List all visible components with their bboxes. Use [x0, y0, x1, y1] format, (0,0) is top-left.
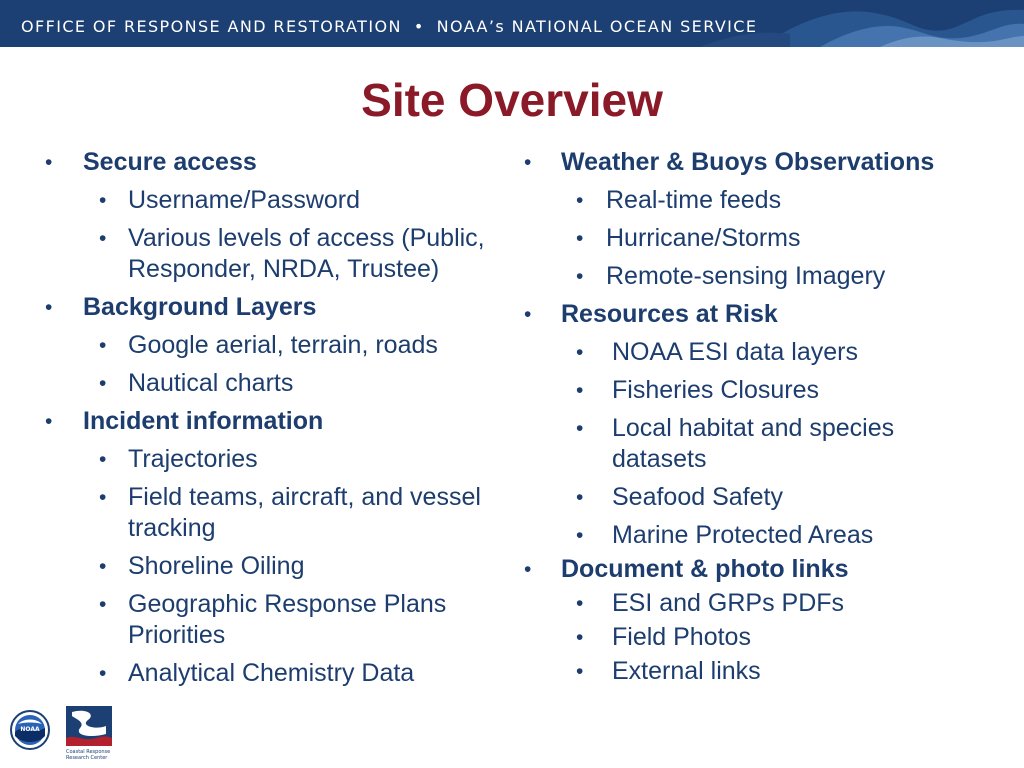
list-item: • Field teams, aircraft, and vessel tracking	[99, 483, 481, 542]
section-heading: • Resources at Risk	[524, 300, 778, 328]
list-item: • Seafood Safety	[576, 483, 783, 511]
list-item: • Fisheries Closures	[576, 376, 820, 404]
list-item: • Local habitat and species datasets	[576, 414, 895, 473]
banner-service: NOAA’s NATIONAL OCEAN SERVICE	[436, 17, 758, 36]
list-item: • Remote-sensing Imagery	[576, 262, 886, 290]
left-column	[42, 140, 492, 689]
list-item: • ESI and GRPs PDFs	[576, 589, 845, 617]
crrc-logo	[66, 706, 112, 762]
list-item: • Analytical Chemistry Data	[99, 659, 415, 687]
svg-text:Research Center: Research Center	[66, 755, 108, 761]
header-banner	[0, 0, 1024, 47]
section-heading: • Secure access	[45, 148, 257, 176]
section-heading: • Background Layers	[45, 293, 317, 321]
list-item: • NOAA ESI data layers	[576, 338, 858, 366]
list-item: • Google aerial, terrain, roads	[99, 331, 438, 359]
banner-office: OFFICE OF RESPONSE AND RESTORATION	[21, 17, 402, 36]
section-heading: • Document & photo links	[524, 555, 849, 583]
page-title: Site Overview	[361, 74, 663, 126]
section-heading: • Weather & Buoys Observations	[524, 148, 935, 176]
noaa-logo	[10, 710, 50, 750]
banner-separator: •	[413, 17, 425, 36]
list-item: • Field Photos	[576, 623, 751, 651]
banner-text	[21, 17, 757, 36]
crrc-caption: Coastal Response	[66, 749, 111, 755]
right-column	[521, 140, 961, 687]
list-item: • Trajectories	[99, 445, 258, 473]
list-item: • Nautical charts	[99, 369, 294, 397]
list-item: • External links	[576, 657, 761, 685]
list-item: • Hurricane/Storms	[576, 224, 801, 252]
list-item: • Geographic Response Plans Priorities	[99, 590, 447, 649]
list-item: • Marine Protected Areas	[576, 521, 874, 549]
list-item: • Username/Password	[99, 186, 361, 214]
list-item: • Shoreline Oiling	[99, 552, 305, 580]
list-item: • Various levels of access (Public, Responder, NRDA, Trustee)	[99, 224, 485, 283]
list-item: • Real-time feeds	[576, 186, 782, 214]
section-heading: • Incident information	[45, 407, 324, 435]
svg-text:NOAA: NOAA	[20, 726, 40, 733]
